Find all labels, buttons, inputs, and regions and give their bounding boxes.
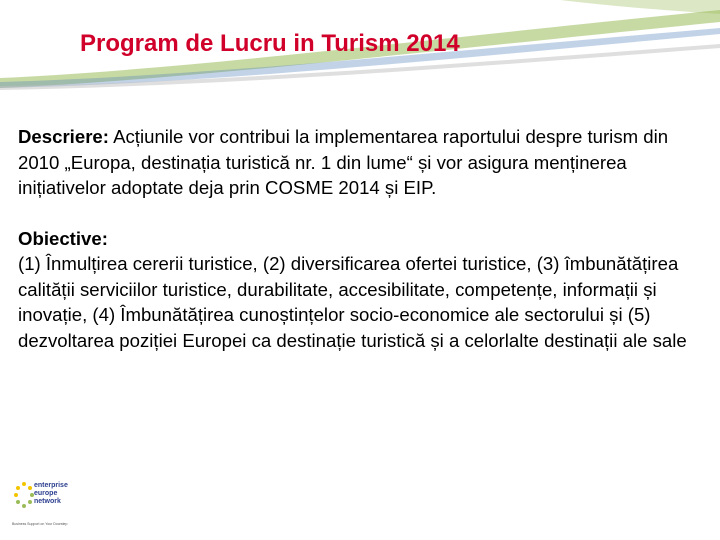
logo-tagline: Business Support on Your Doorstep <box>12 522 68 526</box>
description-label: Descriere: <box>18 126 109 147</box>
slide-title: Program de Lucru in Turism 2014 <box>80 30 460 57</box>
eu-stars-icon <box>12 480 36 512</box>
header-corner-accent <box>560 0 720 14</box>
objectives-label: Obiective: <box>18 227 108 249</box>
enterprise-europe-network-logo <box>12 478 74 530</box>
objectives-text: (1) Înmulțirea cererii turistice, (2) diversificarea ofertei turistice, (3) îmbunătățirea calității serviciilor turistice, durabilitate, accesibilitate, competențe, informații și inovație, (4) Îmbunătățirea cunoștințelor socio-economice ale sectorului și (5) dezvoltarea poziției Europei ca destinație turistică și a celorlalte destinații ale sale <box>18 253 687 351</box>
description-text: Acțiunile vor contribui la implementarea raportului despre turism din 2010 „Europa, destinația turistică nr. 1 din lume“ și vor asigura menținerea inițiativelor adoptate deja prin COSME 2014 și EIP. <box>18 126 669 198</box>
slide-body <box>18 124 708 353</box>
logo-wordmark: enterprise europe network <box>34 482 68 505</box>
description-paragraph <box>18 124 708 201</box>
